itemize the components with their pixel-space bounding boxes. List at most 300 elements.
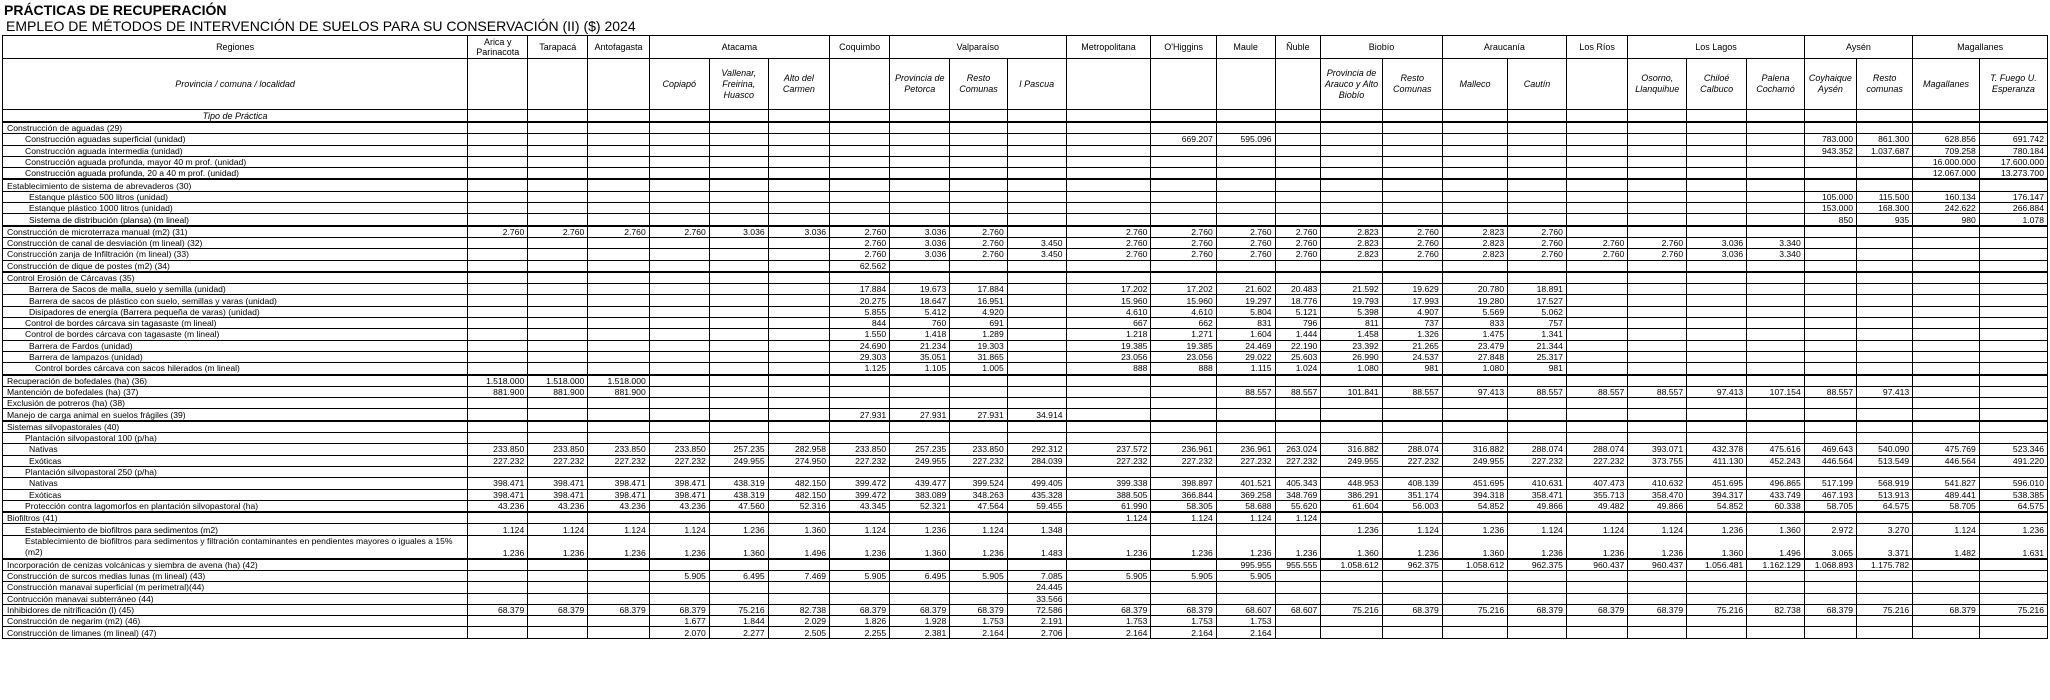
value-cell: 1.124 bbox=[830, 524, 890, 535]
value-cell bbox=[1321, 156, 1382, 167]
value-cell: 2.823 bbox=[1321, 237, 1382, 248]
value-cell bbox=[830, 168, 890, 180]
value-cell: 393.071 bbox=[1628, 444, 1687, 455]
value-cell bbox=[649, 466, 709, 477]
value-cell bbox=[1151, 122, 1216, 134]
value-cell: 242.622 bbox=[1913, 203, 1980, 214]
value-cell: 2.191 bbox=[1007, 616, 1066, 627]
subregion-header bbox=[1566, 59, 1627, 110]
value-cell: 15.960 bbox=[1066, 295, 1151, 306]
value-cell bbox=[468, 433, 528, 444]
value-cell: 496.865 bbox=[1747, 478, 1805, 489]
value-cell bbox=[1628, 433, 1687, 444]
value-cell bbox=[468, 466, 528, 477]
value-cell: 236.961 bbox=[1216, 444, 1275, 455]
value-cell: 1.360 bbox=[709, 535, 768, 559]
value-cell bbox=[1913, 351, 1980, 362]
value-cell bbox=[1979, 421, 2047, 433]
value-cell bbox=[768, 260, 829, 272]
value-cell bbox=[468, 284, 528, 295]
value-cell: 962.375 bbox=[1382, 559, 1442, 571]
practice-label: Incorporación de cenizas volcánicas y siembra de avena (ha) (42) bbox=[3, 559, 468, 571]
value-cell bbox=[1687, 226, 1747, 238]
value-cell bbox=[468, 512, 528, 524]
table-row bbox=[3, 455, 2048, 466]
table-row bbox=[3, 570, 2048, 581]
value-cell bbox=[1566, 260, 1627, 272]
value-cell: 6.495 bbox=[709, 570, 768, 581]
value-cell bbox=[768, 145, 829, 156]
value-cell bbox=[1628, 214, 1687, 226]
value-cell: 1.236 bbox=[1066, 535, 1151, 559]
value-cell: 2.823 bbox=[1442, 237, 1507, 248]
value-cell bbox=[1442, 191, 1507, 202]
value-cell bbox=[1747, 226, 1805, 238]
value-cell bbox=[1442, 512, 1507, 524]
value-cell bbox=[649, 593, 709, 604]
practice-label: Disipadores de energía (Barrera pequeña de varas) (unidad) bbox=[3, 306, 468, 317]
subregion-header: Resto Comunas bbox=[1382, 59, 1442, 110]
value-cell bbox=[1913, 570, 1980, 581]
value-cell bbox=[1747, 329, 1805, 340]
value-cell: 3.371 bbox=[1857, 535, 1913, 559]
value-cell bbox=[468, 295, 528, 306]
value-cell bbox=[588, 191, 649, 202]
value-cell bbox=[1508, 191, 1567, 202]
value-cell bbox=[1321, 616, 1382, 627]
value-cell bbox=[709, 559, 768, 571]
value-cell bbox=[1275, 134, 1321, 145]
value-cell bbox=[1687, 214, 1747, 226]
value-cell bbox=[1508, 203, 1567, 214]
value-cell bbox=[1913, 559, 1980, 571]
value-cell: 523.346 bbox=[1979, 444, 2047, 455]
practice-label: Construcción zanja de Infiltración (m lineal) (33) bbox=[3, 249, 468, 260]
practice-label: Plantación silvopastoral 250 (p/ha) bbox=[3, 466, 468, 477]
value-cell bbox=[1747, 306, 1805, 317]
value-cell bbox=[528, 203, 588, 214]
value-cell bbox=[1275, 593, 1321, 604]
value-cell: 17.884 bbox=[830, 284, 890, 295]
value-cell bbox=[1508, 616, 1567, 627]
value-cell bbox=[950, 122, 1007, 134]
value-cell: 489.441 bbox=[1913, 489, 1980, 500]
value-cell: 24.690 bbox=[830, 340, 890, 351]
value-cell: 2.760 bbox=[1151, 237, 1216, 248]
value-cell: 1.236 bbox=[1382, 535, 1442, 559]
value-cell: 366.844 bbox=[1151, 489, 1216, 500]
value-cell: 1.677 bbox=[649, 616, 709, 627]
practice-label: Barrera de Fardos (unidad) bbox=[3, 340, 468, 351]
value-cell bbox=[1275, 466, 1321, 477]
value-cell bbox=[649, 237, 709, 248]
region-header: O'Higgins bbox=[1151, 36, 1216, 59]
value-cell: 227.232 bbox=[1382, 455, 1442, 466]
table-row bbox=[3, 214, 2048, 226]
value-cell bbox=[1216, 421, 1275, 433]
value-cell: 888 bbox=[1151, 363, 1216, 375]
value-cell: 1.236 bbox=[649, 535, 709, 559]
value-cell bbox=[768, 203, 829, 214]
value-cell: 2.277 bbox=[709, 627, 768, 638]
table-row bbox=[3, 524, 2048, 535]
value-cell: 68.379 bbox=[950, 604, 1007, 615]
value-cell bbox=[588, 306, 649, 317]
value-cell: 1.236 bbox=[1442, 524, 1507, 535]
value-cell: 29.022 bbox=[1216, 351, 1275, 362]
value-cell bbox=[830, 272, 890, 284]
value-cell bbox=[1508, 272, 1567, 284]
practice-header-cell bbox=[1857, 110, 1913, 123]
value-cell: 13.273.700 bbox=[1979, 168, 2047, 180]
value-cell bbox=[1566, 122, 1627, 134]
value-cell: 227.232 bbox=[1151, 455, 1216, 466]
value-cell bbox=[1913, 329, 1980, 340]
value-cell bbox=[1979, 351, 2047, 362]
value-cell bbox=[588, 237, 649, 248]
value-cell: 5.804 bbox=[1216, 306, 1275, 317]
value-cell bbox=[950, 375, 1007, 387]
value-cell: 1.475 bbox=[1442, 329, 1507, 340]
value-cell: 68.379 bbox=[528, 604, 588, 615]
value-cell bbox=[1216, 524, 1275, 535]
value-cell bbox=[1747, 375, 1805, 387]
subregion-header: Alto del Carmen bbox=[768, 59, 829, 110]
value-cell bbox=[1747, 134, 1805, 145]
value-cell bbox=[588, 559, 649, 571]
value-cell bbox=[528, 156, 588, 167]
value-cell: 760 bbox=[890, 318, 950, 329]
value-cell bbox=[468, 559, 528, 571]
value-cell bbox=[1747, 627, 1805, 638]
value-cell bbox=[1442, 375, 1507, 387]
value-cell bbox=[709, 214, 768, 226]
value-cell bbox=[1382, 466, 1442, 477]
value-cell: 596.010 bbox=[1979, 478, 2047, 489]
value-cell: 628.856 bbox=[1913, 134, 1980, 145]
value-cell: 595.096 bbox=[1216, 134, 1275, 145]
practice-label: Construcción aguadas superficial (unidad) bbox=[3, 134, 468, 145]
value-cell bbox=[1747, 466, 1805, 477]
value-cell: 1.105 bbox=[890, 363, 950, 375]
value-cell bbox=[709, 145, 768, 156]
value-cell: 236.961 bbox=[1151, 444, 1216, 455]
value-cell bbox=[1066, 122, 1151, 134]
value-cell: 398.471 bbox=[649, 489, 709, 500]
value-cell: 43.236 bbox=[468, 500, 528, 512]
value-cell: 227.232 bbox=[649, 455, 709, 466]
value-cell bbox=[768, 295, 829, 306]
value-cell bbox=[1979, 466, 2047, 477]
value-cell: 17.884 bbox=[950, 284, 1007, 295]
value-cell bbox=[1066, 134, 1151, 145]
value-cell bbox=[1442, 398, 1507, 409]
value-cell: 266.884 bbox=[1979, 203, 2047, 214]
value-cell bbox=[588, 156, 649, 167]
value-cell bbox=[950, 168, 1007, 180]
value-cell: 47.560 bbox=[709, 500, 768, 512]
value-cell: 227.232 bbox=[528, 455, 588, 466]
value-cell bbox=[1747, 593, 1805, 604]
practice-header-cell bbox=[1566, 110, 1627, 123]
region-header: Ñuble bbox=[1275, 36, 1321, 59]
value-cell: 1.753 bbox=[1216, 616, 1275, 627]
value-cell bbox=[768, 122, 829, 134]
value-cell: 1.124 bbox=[1382, 524, 1442, 535]
value-cell: 2.760 bbox=[1508, 237, 1567, 248]
practice-label: Construcción aguada intermedia (unidad) bbox=[3, 145, 468, 156]
value-cell bbox=[528, 134, 588, 145]
value-cell bbox=[1857, 466, 1913, 477]
value-cell bbox=[890, 398, 950, 409]
subregion-header: Chiloé Calbuco bbox=[1687, 59, 1747, 110]
value-cell bbox=[1442, 582, 1507, 593]
value-cell bbox=[1066, 593, 1151, 604]
value-cell: 58.705 bbox=[1913, 500, 1980, 512]
value-cell bbox=[649, 559, 709, 571]
value-cell: 1.289 bbox=[950, 329, 1007, 340]
value-cell bbox=[1442, 433, 1507, 444]
value-cell bbox=[1628, 145, 1687, 156]
value-cell bbox=[1687, 179, 1747, 191]
value-cell bbox=[768, 340, 829, 351]
value-cell bbox=[1687, 306, 1747, 317]
value-cell: 5.905 bbox=[950, 570, 1007, 581]
region-header: Biobío bbox=[1321, 36, 1443, 59]
value-cell bbox=[830, 122, 890, 134]
practice-label: Construcción de limanes (m lineal) (47) bbox=[3, 627, 468, 638]
value-cell: 399.472 bbox=[830, 489, 890, 500]
value-cell bbox=[1151, 466, 1216, 477]
value-cell bbox=[1382, 593, 1442, 604]
value-cell bbox=[468, 134, 528, 145]
value-cell: 2.760 bbox=[1566, 237, 1627, 248]
value-cell bbox=[1747, 351, 1805, 362]
value-cell bbox=[588, 616, 649, 627]
value-cell: 2.760 bbox=[1508, 226, 1567, 238]
value-cell bbox=[528, 306, 588, 317]
value-cell: 160.134 bbox=[1913, 191, 1980, 202]
subregion-header: I Pascua bbox=[1007, 59, 1066, 110]
value-cell: 1.496 bbox=[768, 535, 829, 559]
value-cell bbox=[588, 421, 649, 433]
value-cell: 662 bbox=[1151, 318, 1216, 329]
practice-label: Manejo de carga animal en suelos frágiles (39) bbox=[3, 409, 468, 421]
value-cell bbox=[1628, 191, 1687, 202]
value-cell bbox=[709, 272, 768, 284]
value-cell: 1.162.129 bbox=[1747, 559, 1805, 571]
value-cell bbox=[1628, 466, 1687, 477]
value-cell: 467.193 bbox=[1804, 489, 1856, 500]
value-cell bbox=[1687, 284, 1747, 295]
value-cell: 2.760 bbox=[1275, 226, 1321, 238]
value-cell bbox=[588, 179, 649, 191]
value-cell bbox=[649, 168, 709, 180]
value-cell bbox=[1628, 512, 1687, 524]
value-cell: 227.232 bbox=[1066, 455, 1151, 466]
value-cell bbox=[950, 156, 1007, 167]
value-cell bbox=[768, 179, 829, 191]
value-cell bbox=[1628, 179, 1687, 191]
value-cell bbox=[649, 134, 709, 145]
value-cell: 1.124 bbox=[588, 524, 649, 535]
value-cell: 861.300 bbox=[1857, 134, 1913, 145]
value-cell: 5.412 bbox=[890, 306, 950, 317]
value-cell: 68.379 bbox=[1566, 604, 1627, 615]
value-cell bbox=[709, 329, 768, 340]
value-cell: 25.317 bbox=[1508, 351, 1567, 362]
value-cell: 1.360 bbox=[1442, 535, 1507, 559]
value-cell: 4.610 bbox=[1151, 306, 1216, 317]
value-cell bbox=[1066, 421, 1151, 433]
value-cell: 23.392 bbox=[1321, 340, 1382, 351]
value-cell bbox=[1747, 260, 1805, 272]
value-cell bbox=[950, 386, 1007, 397]
value-cell bbox=[830, 593, 890, 604]
value-cell bbox=[950, 433, 1007, 444]
value-cell: 2.760 bbox=[1216, 237, 1275, 248]
value-cell: 88.557 bbox=[1275, 386, 1321, 397]
value-cell bbox=[1321, 122, 1382, 134]
value-cell: 398.471 bbox=[649, 478, 709, 489]
value-cell bbox=[1628, 398, 1687, 409]
value-cell bbox=[1508, 122, 1567, 134]
value-cell bbox=[1687, 466, 1747, 477]
table-row bbox=[3, 122, 2048, 134]
value-cell bbox=[1979, 409, 2047, 421]
value-cell: 23.479 bbox=[1442, 340, 1507, 351]
value-cell bbox=[1804, 421, 1856, 433]
value-cell bbox=[588, 433, 649, 444]
value-cell bbox=[1151, 421, 1216, 433]
value-cell bbox=[1216, 145, 1275, 156]
page-subtitle: EMPLEO DE MÉTODOS DE INTERVENCIÓN DE SUELOS PARA SU CONSERVACIÓN (II) ($) 2024 bbox=[6, 18, 636, 34]
value-cell bbox=[1747, 512, 1805, 524]
value-cell bbox=[1628, 203, 1687, 214]
value-cell: 2.760 bbox=[1566, 249, 1627, 260]
value-cell: 12.067.000 bbox=[1913, 168, 1980, 180]
value-cell: 435.328 bbox=[1007, 489, 1066, 500]
value-cell bbox=[1566, 421, 1627, 433]
value-cell bbox=[1687, 134, 1747, 145]
practice-header-cell bbox=[1382, 110, 1442, 123]
value-cell: 26.990 bbox=[1321, 351, 1382, 362]
value-cell bbox=[768, 351, 829, 362]
value-cell bbox=[1151, 582, 1216, 593]
subregion-header bbox=[1151, 59, 1216, 110]
practice-label: Nativas bbox=[3, 444, 468, 455]
value-cell bbox=[1628, 570, 1687, 581]
value-cell bbox=[1857, 616, 1913, 627]
value-cell bbox=[768, 398, 829, 409]
value-cell bbox=[1857, 375, 1913, 387]
value-cell bbox=[1628, 627, 1687, 638]
value-cell bbox=[649, 363, 709, 375]
value-cell bbox=[1804, 156, 1856, 167]
table-row bbox=[3, 329, 2048, 340]
value-cell: 398.471 bbox=[528, 478, 588, 489]
value-cell bbox=[528, 398, 588, 409]
table-row bbox=[3, 604, 2048, 615]
value-cell bbox=[1857, 582, 1913, 593]
regions-header-row bbox=[3, 36, 2048, 59]
value-cell bbox=[1566, 433, 1627, 444]
value-cell bbox=[1066, 559, 1151, 571]
value-cell bbox=[1913, 226, 1980, 238]
value-cell bbox=[1628, 156, 1687, 167]
value-cell bbox=[1007, 559, 1066, 571]
value-cell bbox=[1382, 616, 1442, 627]
value-cell bbox=[1687, 570, 1747, 581]
value-cell: 68.379 bbox=[1628, 604, 1687, 615]
value-cell bbox=[890, 375, 950, 387]
value-cell bbox=[1382, 272, 1442, 284]
value-cell bbox=[1628, 260, 1687, 272]
value-cell bbox=[1275, 179, 1321, 191]
value-cell: 105.000 bbox=[1804, 191, 1856, 202]
value-cell: 5.398 bbox=[1321, 306, 1382, 317]
value-cell bbox=[468, 168, 528, 180]
value-cell: 1.236 bbox=[950, 535, 1007, 559]
value-cell bbox=[1066, 409, 1151, 421]
value-cell bbox=[1979, 249, 2047, 260]
value-cell bbox=[1913, 616, 1980, 627]
value-cell bbox=[649, 318, 709, 329]
value-cell: 68.379 bbox=[468, 604, 528, 615]
value-cell: 491.220 bbox=[1979, 455, 2047, 466]
value-cell: 5.569 bbox=[1442, 306, 1507, 317]
value-cell bbox=[1979, 559, 2047, 571]
subregion-header: Magallanes bbox=[1913, 59, 1980, 110]
value-cell bbox=[649, 582, 709, 593]
value-cell bbox=[830, 398, 890, 409]
value-cell: 2.972 bbox=[1804, 524, 1856, 535]
value-cell: 97.413 bbox=[1857, 386, 1913, 397]
value-cell: 482.150 bbox=[768, 478, 829, 489]
value-cell bbox=[1066, 433, 1151, 444]
value-cell bbox=[1216, 433, 1275, 444]
value-cell bbox=[1857, 306, 1913, 317]
value-cell: 1.056.481 bbox=[1687, 559, 1747, 571]
value-cell bbox=[890, 145, 950, 156]
value-cell bbox=[649, 260, 709, 272]
value-cell bbox=[1007, 363, 1066, 375]
value-cell: 97.413 bbox=[1442, 386, 1507, 397]
value-cell bbox=[1066, 203, 1151, 214]
value-cell bbox=[1508, 179, 1567, 191]
value-cell bbox=[1857, 260, 1913, 272]
value-cell bbox=[1804, 329, 1856, 340]
value-cell bbox=[1007, 398, 1066, 409]
value-cell bbox=[1151, 203, 1216, 214]
value-cell: 68.379 bbox=[1151, 604, 1216, 615]
value-cell bbox=[1566, 134, 1627, 145]
practice-header-cell bbox=[1321, 110, 1382, 123]
value-cell bbox=[950, 272, 1007, 284]
practice-label: Sistema de distribución (plansa) (m lineal) bbox=[3, 214, 468, 226]
practice-label: Construcción aguada profunda, mayor 40 m prof. (unidad) bbox=[3, 156, 468, 167]
value-cell: 541.827 bbox=[1913, 478, 1980, 489]
value-cell: 962.375 bbox=[1508, 559, 1567, 571]
value-cell bbox=[588, 466, 649, 477]
value-cell: 1.753 bbox=[950, 616, 1007, 627]
value-cell bbox=[1382, 582, 1442, 593]
value-cell: 35.051 bbox=[890, 351, 950, 362]
value-cell bbox=[1066, 260, 1151, 272]
value-cell: 56.003 bbox=[1382, 500, 1442, 512]
value-cell: 438.319 bbox=[709, 478, 768, 489]
value-cell: 446.564 bbox=[1913, 455, 1980, 466]
